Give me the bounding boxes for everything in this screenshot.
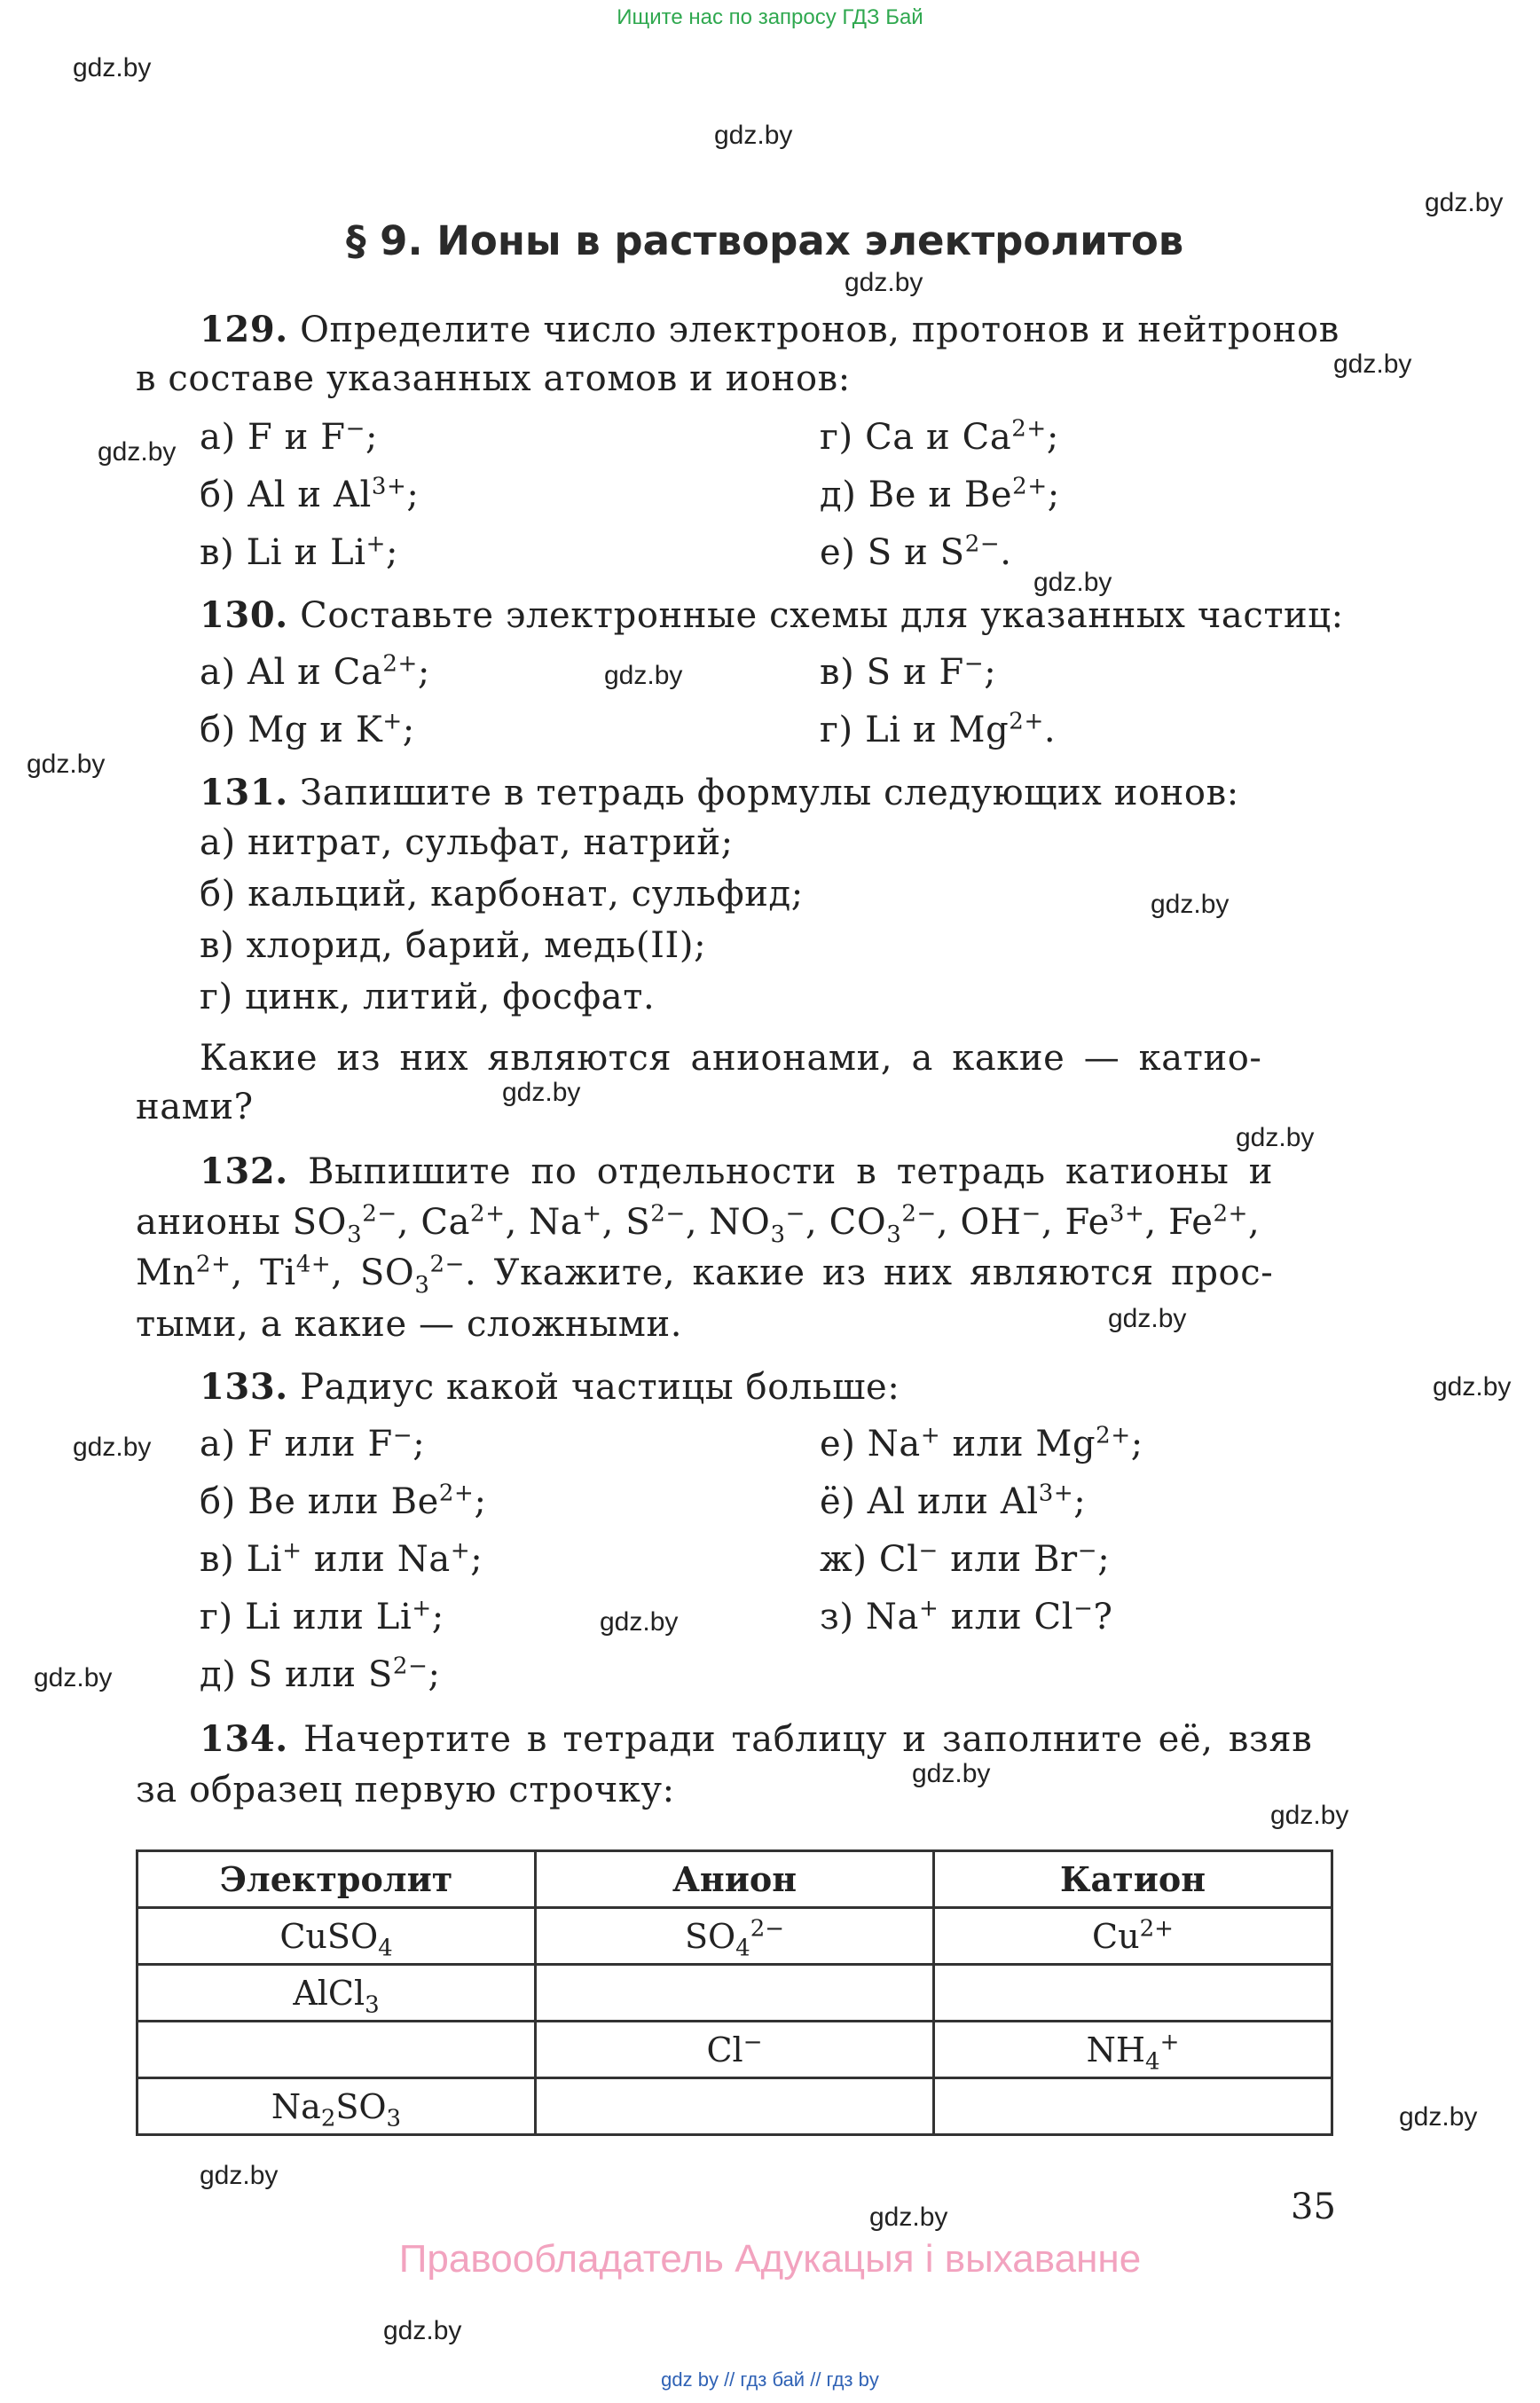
cell-electrolyte: CuSO$_4$ [138,1908,536,1965]
task-130-a: а) Al и $Ca^{2+}$; [200,650,430,693]
cell-cation [934,1965,1332,2022]
watermark: gdz.by [869,2203,948,2232]
task-number: 133. [200,1366,288,1408]
task-130-b: б) Mg и K+; [200,708,415,750]
watermark: gdz.by [845,268,923,297]
cell-cation: $NH_4^+$ [934,2022,1332,2078]
task-130-g: г) Li и $Mg^{2+}$. [820,708,1057,750]
watermark: gdz.by [1270,1801,1349,1830]
watermark: gdz.by [502,1078,581,1107]
watermark: gdz.by [1236,1123,1315,1152]
watermark: gdz.by [1033,568,1112,597]
task-129-b: б) Al и $Al^{3+}$; [200,473,420,515]
header-anion: Анион [536,1851,934,1908]
task-130-line1: 130. Составьте электронные схемы для указанных частиц: [200,594,1344,636]
cell-electrolyte: $Na_2SO_3$ [138,2078,536,2135]
task-129-g: г) Ca и $Ca^{2+}$; [820,415,1059,458]
cell-anion: Cl− [536,2022,934,2078]
task-133-b: б) Be или $Be^{2+}$; [200,1480,487,1522]
watermark: gdz.by [600,1607,679,1637]
watermark: gdz.by [73,1433,152,1462]
watermark: gdz.by [98,437,177,467]
watermark: gdz.by [912,1759,991,1788]
watermark: gdz.by [1333,349,1412,379]
copyright-owner: Правообладатель Адукацыя і выхаванне [398,2237,1142,2281]
cell-electrolyte [138,2022,536,2078]
task-133-line1: 133. Радиус какой частицы больше: [200,1366,900,1408]
task-132-line2: анионы $SO_3^{2-}$, $Ca^{2+}$, Na+, $S^{2-}$, $NO_3^-$, $CO_3^{2-}$, OH−, $Fe^{3+}$, $Fe^{2+}$, [136,1200,1261,1248]
task-129-d: д) Be и $Be^{2+}$; [820,473,1060,515]
table-row [138,1965,1332,2022]
page-number: 35 [1291,2187,1336,2227]
cell-anion: $SO_4^{2-}$ [536,1908,934,1965]
task-134-line2: за образец первую строчку: [136,1770,675,1810]
watermark: gdz.by [27,750,106,779]
watermark: gdz.by [1108,1304,1187,1333]
task-131-question-2: нами? [136,1087,254,1127]
task-number: 134. [200,1718,288,1760]
task-131-v: в) хлорид, барий, медь(II); [200,925,707,966]
task-133-g: г) Li или Li+; [200,1595,444,1637]
watermark: gdz.by [1425,188,1504,217]
watermark: gdz.by [383,2316,462,2345]
task-133-z: з) Na+ или Cl−? [820,1595,1113,1637]
task-131-question-1: Какие из них являются анионами, а какие — катио- [200,1038,1262,1079]
cell-cation: $Cu^{2+}$ [934,1908,1332,1965]
task-129-line2: в составе указанных атомов и ионов: [136,358,851,399]
watermark: gdz.by [200,2161,279,2190]
watermark: gdz.by [34,1663,113,1692]
task-131-g: г) цинк, литий, фосфат. [200,977,656,1017]
task-132-line1: 132. Выпишите по отдельности в тетрадь катионы и [200,1150,1273,1192]
task-number: 129. [200,309,288,350]
watermark: gdz.by [73,53,152,82]
task-133-zh: ж) Cl− или Br−; [820,1537,1111,1580]
task-131-line1: 131. Запишите в тетрадь формулы следующих ионов: [200,772,1239,813]
watermark: gdz.by [1433,1372,1512,1402]
header-electrolyte: Электролит [138,1851,536,1908]
table-row [138,1908,1332,1965]
task-133-a: а) F или F−; [200,1422,426,1465]
top-note: Ищите нас по запросу ГДЗ Бай [617,5,923,29]
task-129-e: е) S и $S^{2-}$. [820,530,1012,573]
watermark: gdz.by [1151,890,1230,919]
task-131-a: а) нитрат, сульфат, натрий; [200,822,734,863]
table-header-row [138,1851,1332,1908]
task-number: 130. [200,594,288,636]
task-131-b: б) кальций, карбонат, сульфид; [200,874,804,915]
task-133-yo: ё) Al или $Al^{3+}$; [820,1480,1087,1522]
task-129-line1: 129. Определите число электронов, протонов и нейтронов [200,309,1340,350]
table-row [138,2078,1332,2135]
task-number: 132. [200,1150,288,1192]
cell-anion [536,2078,934,2135]
task-133-e: е) Na+ или $Mg^{2+}$; [820,1422,1143,1465]
task-129-v: в) Li и Li+; [200,530,399,573]
header-cation: Катион [934,1851,1332,1908]
watermark: gdz.by [604,661,683,690]
task-129-a: а) F и F−; [200,415,379,458]
watermark: gdz.by [1399,2102,1478,2132]
task-133-d: д) S или $S^{2-}$; [200,1653,441,1695]
task-132-line4: тыми, а какие — сложными. [136,1304,683,1345]
footer-links[interactable]: gdz by // гдз бай // гдз by [661,2368,879,2391]
task-132-line3: $Mn^{2+}$, $Ti^{4+}$, $SO_3^{2-}$. Укажите, какие из них являются прос- [136,1251,1274,1299]
electrolyte-table [136,1849,1333,2136]
page-title: § 9. Ионы в растворах электролитов [346,217,1184,264]
watermark: gdz.by [714,121,793,150]
task-134-line1: 134. Начертите в тетради таблицу и заполните её, взяв [200,1718,1313,1760]
cell-cation [934,2078,1332,2135]
task-130-v: в) S и F−; [820,650,997,693]
cell-electrolyte: AlCl$_3$ [138,1965,536,2022]
task-133-v: в) Li+ или Na+; [200,1537,483,1580]
task-number: 131. [200,772,288,813]
table-row [138,2022,1332,2078]
cell-anion [536,1965,934,2022]
